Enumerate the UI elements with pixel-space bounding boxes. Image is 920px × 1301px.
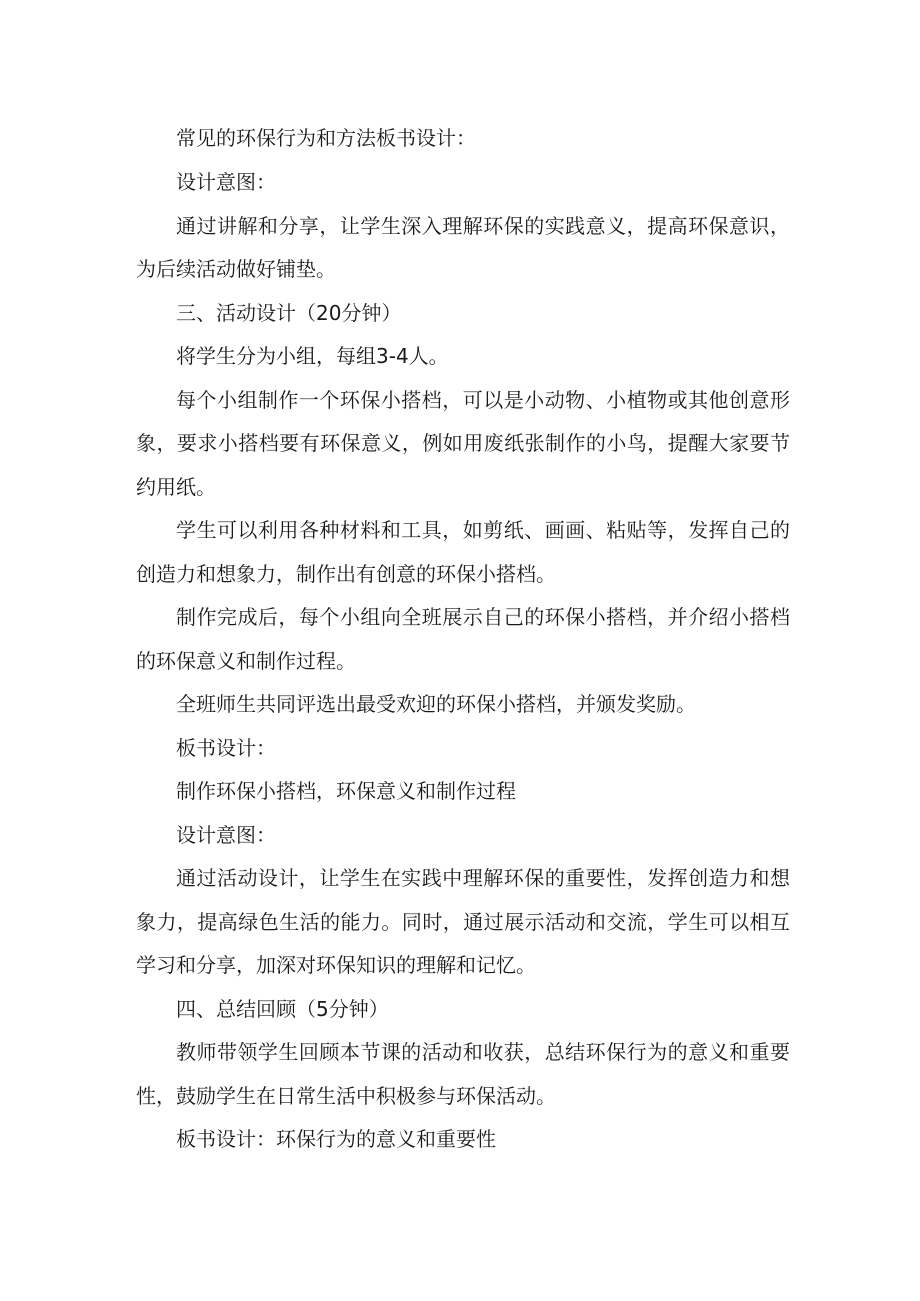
paragraph: 设计意图： [176,170,276,194]
paragraph: 通过讲解和分享，让学生深入理解环保的实践意义，提高环保意识，为后续活动做好铺垫。 [136,213,790,281]
paragraph: 制作完成后，每个小组向全班展示自己的环保小搭档，并介绍小搭档的环保意义和制作过程。 [136,605,790,673]
paragraph: 每个小组制作一个环保小搭档，可以是小动物、小植物或其他创意形象，要求小搭档要有环保意义，例如用废纸张制作的小鸟，提醒大家要节约用纸。 [136,387,790,499]
paragraph: 设计意图： [176,822,276,847]
paragraph: 通过活动设计，让学生在实践中理解环保的重要性，发挥创造力和想象力，提高绿色生活的能力。同时，通过展示活动和交流，学生可以相互学习和分享，加深对环保知识的理解和记忆。 [136,866,790,977]
document-body [136,118,790,1162]
paragraph: 常见的环保行为和方法板书设计： [176,126,476,150]
paragraph: 教师带领学生回顾本节课的活动和收获，总结环保行为的意义和重要性，鼓励学生在日常生活中积极参与环保活动。 [136,1040,790,1108]
paragraph: 板书设计： [176,735,276,760]
paragraph: 将学生分为小组，每组3-4人。 [176,344,449,368]
paragraph: 学生可以利用各种材料和工具，如剪纸、画画、粘贴等，发挥自己的创造力和想象力，制作出有创意的环保小搭档。 [136,518,790,586]
section-heading: 三、活动设计（20分钟） [176,300,402,325]
paragraph: 板书设计：环保行为的意义和重要性 [176,1127,496,1151]
paragraph: 制作环保小搭档，环保意义和制作过程 [176,779,516,803]
paragraph: 全班师生共同评选出最受欢迎的环保小搭档，并颁发奖励。 [176,692,696,716]
section-heading: 四、总结回顾（5分钟） [176,996,389,1021]
